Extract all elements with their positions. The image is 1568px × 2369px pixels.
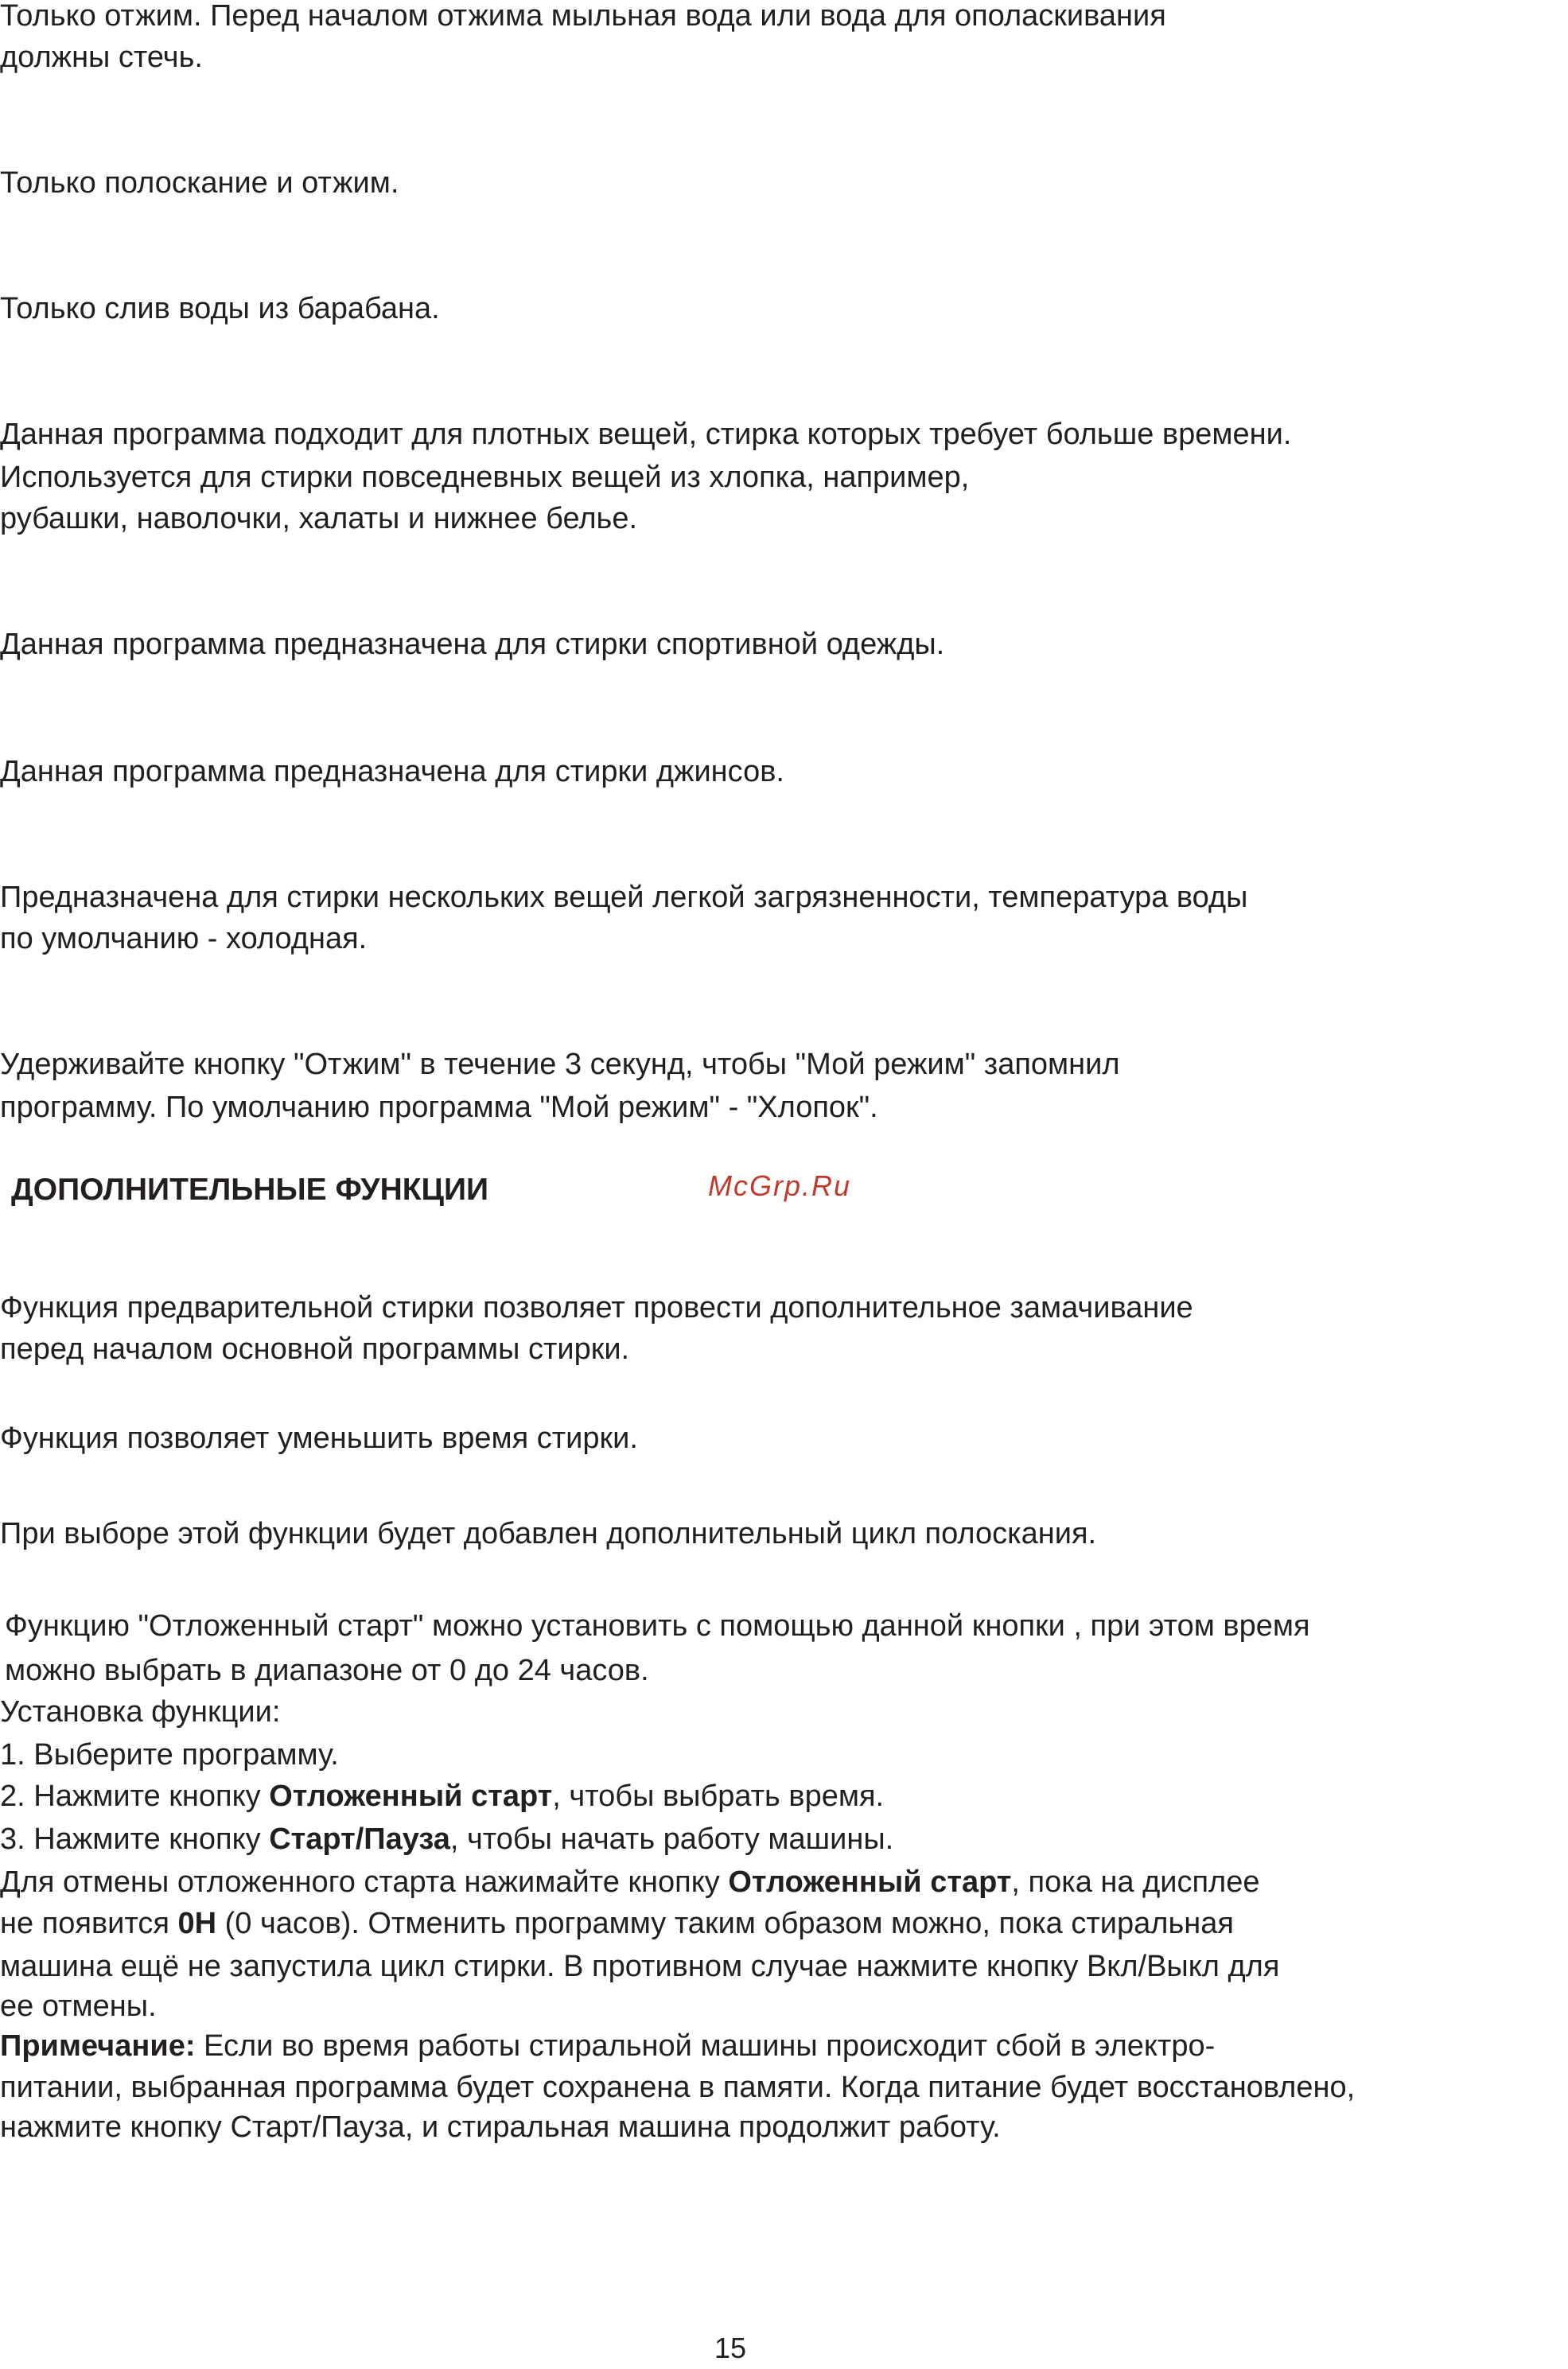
extra-rinse-text: При выборе этой функции будет добавлен дополнительный цикл полоскания. [0, 1517, 1097, 1550]
delay-cancel-line-4: ее отмены. [0, 1990, 157, 2023]
speed-function-text: Функция позволяет уменьшить время стирки. [0, 1422, 638, 1455]
delay-setup-heading: Установка функции: [0, 1695, 281, 1729]
delay-text-line-1: Функцию "Отложенный старт" можно установить с помощью данной кнопки , при этом время [5, 1609, 1310, 1643]
delay-cancel-line-2 [0, 1903, 1234, 1944]
quick-program-text-line-1: Предназначена для стирки нескольких вещей легкой загрязненности, температура воды [0, 881, 1248, 914]
note-line-1-text: Если во время работы стиральной машины происходит сбой в электро- [195, 2029, 1216, 2063]
delay-text-line-2: можно выбрать в диапазоне от 0 до 24 часов. [5, 1654, 649, 1687]
delay-step-3-prefix: 3. Нажмите кнопку [0, 1822, 270, 1856]
my-mode-text-line-1: Удерживайте кнопку "Отжим" в течение 3 секунд, чтобы "Мой режим" запомнил [0, 1048, 1120, 1081]
delay-cancel-line-1 [0, 1861, 1260, 1903]
note-line-3: нажмите кнопку Старт/Пауза, и стиральная машина продолжит работу. [0, 2110, 1001, 2144]
heavy-program-text-line-1: Данная программа подходит для плотных вещей, стирка которых требует больше времени. [0, 418, 1292, 451]
start-pause-button-label: Старт/Пауза [269, 1822, 450, 1856]
sport-program-text: Данная программа предназначена для стирки спортивной одежды. [0, 628, 945, 661]
delay-cancel-line-3: машина ещё не запустила цикл стирки. В противном случае нажмите кнопку Вкл/Выкл для [0, 1950, 1280, 1983]
spin-only-text-line-2: должны стечь. [0, 41, 203, 74]
delay-step-2-prefix: 2. Нажмите кнопку [0, 1780, 270, 1813]
note-line-1 [0, 2025, 1215, 2067]
prewash-text-line-1: Функция предварительной стирки позволяет провести дополнительное замачивание [0, 1291, 1193, 1325]
delay-step-2 [0, 1776, 884, 1817]
quick-program-text-line-2: по умолчанию - холодная. [0, 922, 368, 955]
section-heading: ДОПОЛНИТЕЛЬНЫЕ ФУНКЦИИ [11, 1173, 489, 1207]
my-mode-text-line-2: программу. По умолчанию программа "Мой режим" - "Хлопок". [0, 1091, 878, 1124]
watermark-logo: McGrp.Ru [708, 1169, 852, 1202]
note-line-2: питании, выбранная программа будет сохранена в памяти. Когда питание будет восстановлено, [0, 2071, 1356, 2104]
rinse-spin-text: Только полоскание и отжим. [0, 166, 399, 200]
delay-cancel-line-2-suffix: (0 часов). Отменить программу таким образом можно, пока стиральная [216, 1907, 1234, 1940]
delay-cancel-line-1-prefix: Для отмены отложенного старта нажимайте кнопку [0, 1865, 729, 1899]
spin-only-text-line-1: Только отжим. Перед началом отжима мыльная вода или вода для ополаскивания [0, 0, 1166, 33]
delay-step-3-suffix: , чтобы начать работу машины. [449, 1822, 894, 1856]
display-zero-hours: 0Н [177, 1907, 217, 1940]
heavy-program-text-line-3: рубашки, наволочки, халаты и нижнее белье. [0, 502, 638, 535]
heavy-program-text-line-2: Используется для стирки повседневных вещей из хлопка, например, [0, 461, 970, 494]
drain-text: Только слив воды из барабана. [0, 292, 440, 325]
delay-cancel-line-2-prefix: не появится [0, 1907, 178, 1940]
delay-cancel-button-label: Отложенный старт [728, 1865, 1012, 1899]
delay-step-2-suffix: , чтобы выбрать время. [552, 1780, 885, 1813]
delay-start-button-label: Отложенный старт [269, 1780, 553, 1813]
delay-cancel-line-1-suffix: , пока на дисплее [1011, 1865, 1260, 1899]
delay-step-3 [0, 1819, 893, 1860]
prewash-text-line-2: перед началом основной программы стирки. [0, 1332, 630, 1366]
delay-step-1: 1. Выберите программу. [0, 1738, 339, 1772]
page-number: 15 [714, 2332, 747, 2364]
note-label: Примечание: [0, 2029, 196, 2063]
jeans-program-text: Данная программа предназначена для стирки джинсов. [0, 755, 784, 788]
